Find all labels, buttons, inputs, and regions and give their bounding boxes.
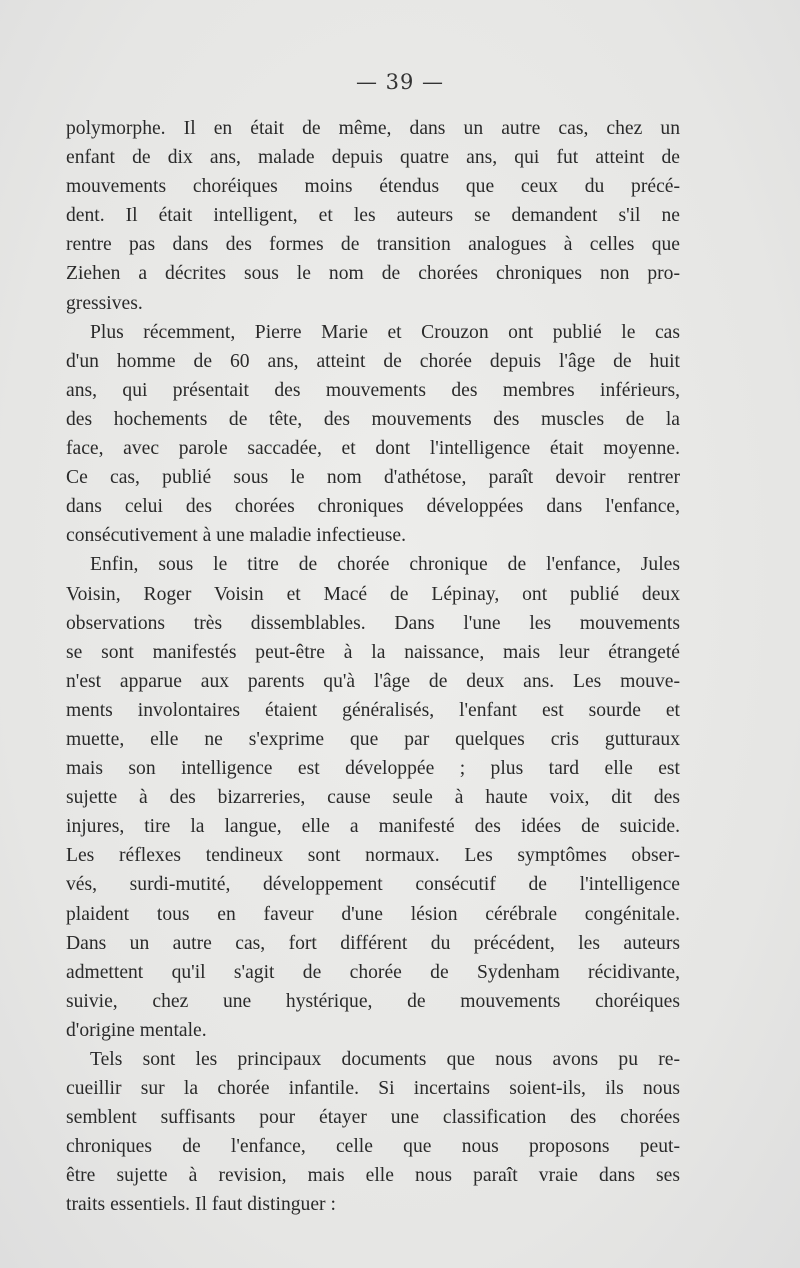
page-number: — 39 —: [355, 70, 445, 94]
text-line: polymorphe. Il en était de même, dans un autre cas, chez un: [66, 118, 680, 139]
text-line: Les réflexes tendineux sont normaux. Les symptômes obser-: [66, 845, 680, 867]
text-line: muette, elle ne s'exprime que par quelques cris gutturaux: [66, 728, 680, 750]
text-line: chroniques de l'enfance, celle que nous proposons peut-: [66, 1136, 680, 1158]
text-line: dent. Il était intelligent, et les auteurs se demandent s'il ne: [66, 205, 680, 227]
text-line: sujette à des bizarreries, cause seule à haute voix, dit des: [66, 787, 680, 809]
text-line: face, avec parole saccadée, et dont l'intelligence était moyenne.: [66, 438, 680, 460]
paragraph: [66, 1045, 680, 1220]
text-line: semblent suffisants pour étayer une classification des chorées: [66, 1107, 680, 1129]
text-line: mais son intelligence est développée ; plus tard elle est: [66, 758, 680, 780]
text-line: d'un homme de 60 ans, atteint de chorée depuis l'âge de huit: [66, 350, 680, 372]
text-line: d'origine mentale.: [66, 1019, 207, 1041]
text-line: des hochements de tête, des mouvements des muscles de la: [66, 408, 680, 430]
text-line: ments involontaires étaient généralisés, l'enfant est sourde et: [66, 699, 680, 721]
text-line: injures, tire la langue, elle a manifesté des idées de suicide.: [66, 816, 680, 838]
body-text: [66, 114, 680, 1220]
text-line: admettent qu'il s'agit de chorée de Sydenham récidivante,: [66, 961, 680, 983]
text-line: rentre pas dans des formes de transition analogues à celles que: [66, 234, 680, 256]
text-line: plaident tous en faveur d'une lésion cérébrale congénitale.: [66, 903, 680, 925]
text-line: dans celui des chorées chroniques développées dans l'enfance,: [66, 496, 680, 518]
text-line: Ziehen a décrites sous le nom de chorées chroniques non pro-: [66, 263, 680, 285]
text-line: Plus récemment, Pierre Marie et Crouzon ont publié le cas: [90, 321, 680, 343]
text-line: suivie, chez une hystérique, de mouvements choréiques: [66, 990, 680, 1012]
paragraph: [66, 318, 680, 551]
text-line: traits essentiels. Il faut distinguer :: [66, 1194, 336, 1216]
text-line: gressives.: [66, 292, 143, 314]
text-line: vés, surdi-mutité, développement consécutif de l'intelligence: [66, 874, 680, 896]
text-line: n'est apparue aux parents qu'à l'âge de deux ans. Les mouve-: [66, 670, 680, 692]
text-line: Dans un autre cas, fort différent du précédent, les auteurs: [66, 932, 680, 954]
text-line: observations très dissemblables. Dans l'une les mouvements: [66, 612, 680, 634]
text-line: enfant de dix ans, malade depuis quatre ans, qui fut atteint de: [66, 147, 680, 169]
text-line: consécutivement à une maladie infectieuse.: [66, 525, 407, 547]
text-line: être sujette à revision, mais elle nous paraît vraie dans ses: [66, 1165, 680, 1187]
paragraph: [66, 114, 680, 318]
text-line: Voisin, Roger Voisin et Macé de Lépinay, ont publié deux: [66, 583, 680, 605]
paragraph: [66, 550, 680, 1045]
text-line: Ce cas, publié sous le nom d'athétose, paraît devoir rentrer: [66, 467, 680, 489]
text-line: cueillir sur la chorée infantile. Si incertains soient-ils, ils nous: [66, 1078, 680, 1100]
text-line: Tels sont les principaux documents que nous avons pu re-: [90, 1049, 680, 1070]
text-line: mouvements choréiques moins étendus que ceux du précé-: [66, 176, 680, 198]
text-line: ans, qui présentait des mouvements des membres inférieurs,: [66, 379, 680, 401]
text-line: se sont manifestés peut-être à la naissance, mais leur étrangeté: [66, 641, 680, 663]
text-line: Enfin, sous le titre de chorée chronique de l'enfance, Jules: [90, 554, 680, 576]
